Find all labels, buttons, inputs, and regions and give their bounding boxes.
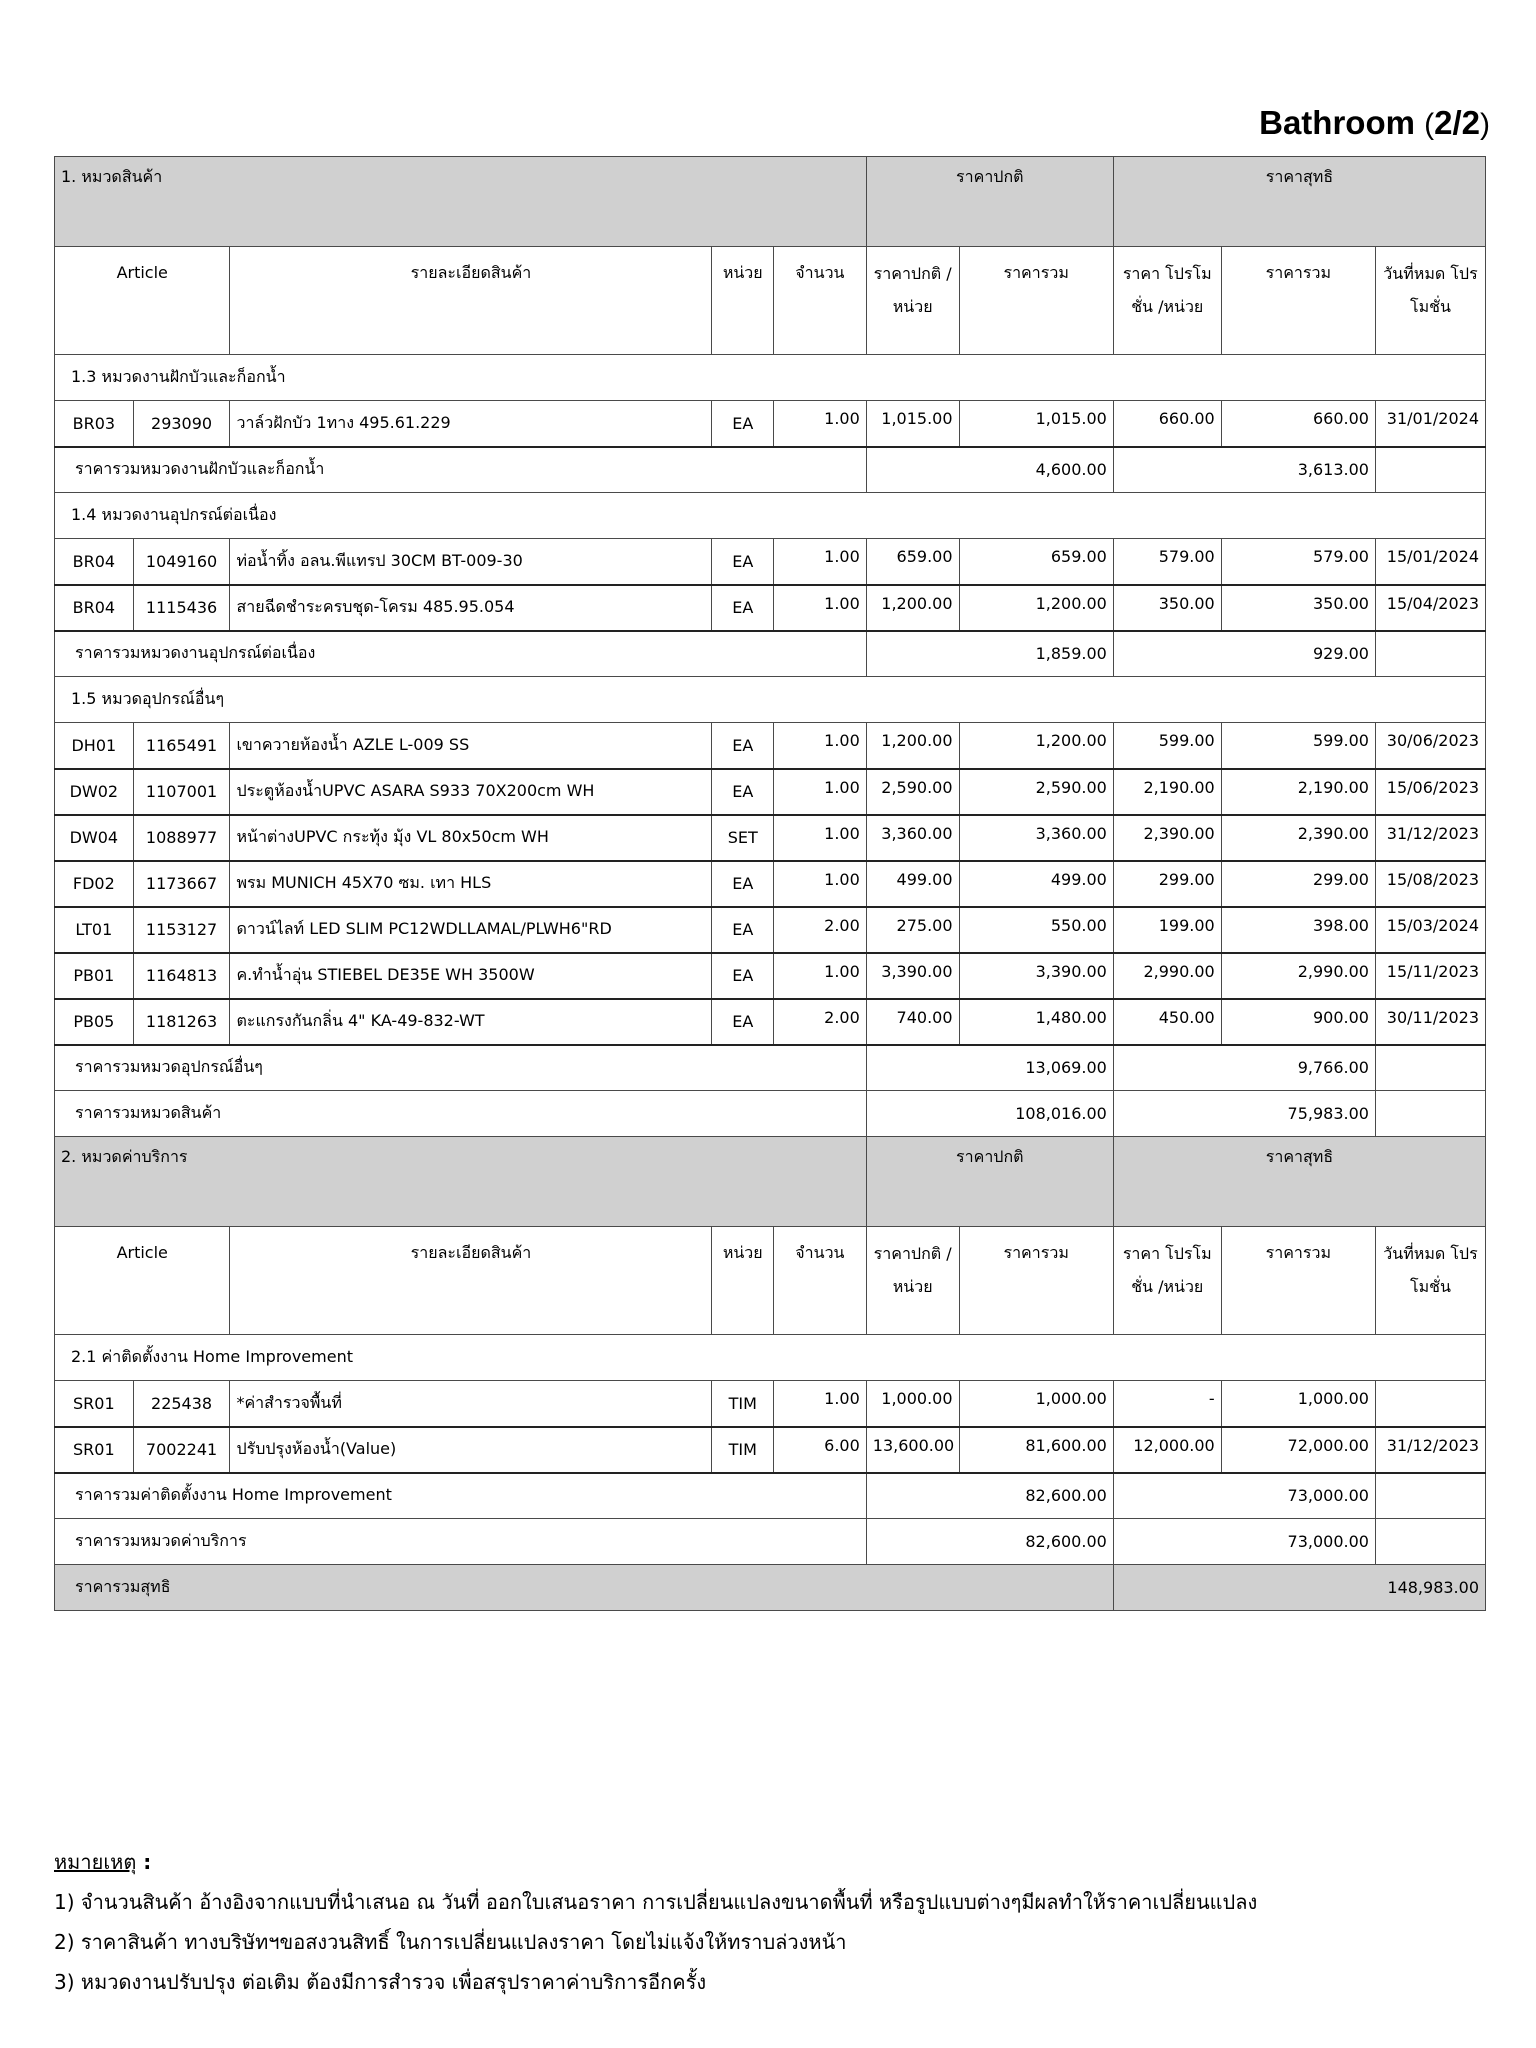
col-promo-end-date: วันที่หมด โปรโมชั่น bbox=[1375, 247, 1485, 355]
cell-regular-total: 81,600.00 bbox=[959, 1427, 1113, 1473]
cell-regular-total: 3,390.00 bbox=[959, 953, 1113, 999]
cell-promo-unit-price: 450.00 bbox=[1113, 999, 1221, 1045]
note-line-1: 1) จำนวนสินค้า อ้างอิงจากแบบที่นำเสนอ ณ วันที่ ออกใบเสนอราคา การเปลี่ยนแปลงขนาดพื้นที่ หรือรูปแบบต่างๆมีผลทำให้ราคาเปลี่ยนแปลง bbox=[54, 1890, 1258, 1914]
cell-net-total: 2,190.00 bbox=[1221, 769, 1375, 815]
subcategory-title: 1.3 หมวดงานฝักบัวและก็อกน้ำ bbox=[55, 355, 1486, 401]
subtotal-net: 9,766.00 bbox=[1113, 1045, 1375, 1091]
note-line-2: 2) ราคาสินค้า ทางบริษัทฯขอสงวนสิทธิ์ ในการเปลี่ยนแปลงราคา โดยไม่แจ้งให้ทราบล่วงหน้า bbox=[54, 1930, 847, 1954]
cell-regular-unit-price: 1,200.00 bbox=[866, 723, 959, 769]
cell-description: *ค่าสำรวจพื้นที่ bbox=[230, 1381, 712, 1427]
quotation-table bbox=[54, 156, 1486, 1611]
cell-article: 1181263 bbox=[133, 999, 230, 1045]
table-row bbox=[55, 907, 1486, 953]
cell-promo-unit-price: 350.00 bbox=[1113, 585, 1221, 631]
col-article: Article bbox=[55, 1227, 230, 1335]
column-header-row bbox=[55, 1227, 1486, 1335]
cell-article: 1165491 bbox=[133, 723, 230, 769]
cell-regular-total: 550.00 bbox=[959, 907, 1113, 953]
cell-article: 1164813 bbox=[133, 953, 230, 999]
cell-unit: EA bbox=[712, 861, 774, 907]
cell-unit: EA bbox=[712, 769, 774, 815]
cell-regular-total: 2,590.00 bbox=[959, 769, 1113, 815]
cell-qty: 1.00 bbox=[774, 539, 867, 585]
table-row bbox=[55, 999, 1486, 1045]
table-row bbox=[55, 723, 1486, 769]
col-article: Article bbox=[55, 247, 230, 355]
cell-qty: 1.00 bbox=[774, 815, 867, 861]
cell-code: LT01 bbox=[55, 907, 134, 953]
cell-promo-unit-price: 299.00 bbox=[1113, 861, 1221, 907]
cell-article: 1153127 bbox=[133, 907, 230, 953]
col-net-total: ราคารวม bbox=[1221, 247, 1375, 355]
cell-qty: 1.00 bbox=[774, 861, 867, 907]
cell-regular-total: 3,360.00 bbox=[959, 815, 1113, 861]
cell-qty: 1.00 bbox=[774, 585, 867, 631]
section-total-net: 75,983.00 bbox=[1113, 1091, 1375, 1137]
cell-net-total: 299.00 bbox=[1221, 861, 1375, 907]
cell-unit: EA bbox=[712, 539, 774, 585]
table-row bbox=[55, 585, 1486, 631]
cell-net-total: 398.00 bbox=[1221, 907, 1375, 953]
regular-price-header: ราคาปกติ bbox=[866, 157, 1113, 247]
cell-unit: EA bbox=[712, 585, 774, 631]
cell-promo-end-date: 15/03/2024 bbox=[1375, 907, 1485, 953]
section-total-blank bbox=[1375, 1519, 1485, 1565]
cell-regular-total: 1,200.00 bbox=[959, 585, 1113, 631]
col-promo-end-date: วันที่หมด โปรโมชั่น bbox=[1375, 1227, 1485, 1335]
subtotal-regular: 4,600.00 bbox=[866, 447, 1113, 493]
subtotal-regular: 82,600.00 bbox=[866, 1473, 1113, 1519]
cell-code: BR03 bbox=[55, 401, 134, 447]
cell-article: 1088977 bbox=[133, 815, 230, 861]
cell-promo-unit-price: 199.00 bbox=[1113, 907, 1221, 953]
subcategory-title: 1.5 หมวดอุปกรณ์อื่นๆ bbox=[55, 677, 1486, 723]
cell-regular-total: 1,480.00 bbox=[959, 999, 1113, 1045]
cell-net-total: 72,000.00 bbox=[1221, 1427, 1375, 1473]
table-row bbox=[55, 401, 1486, 447]
subtotal-row bbox=[55, 1045, 1486, 1091]
subtotal-label: ราคารวมหมวดงานฝักบัวและก็อกน้ำ bbox=[55, 447, 867, 493]
net-price-header: ราคาสุทธิ bbox=[1113, 157, 1485, 247]
subtotal-label: ราคารวมหมวดงานอุปกรณ์ต่อเนื่อง bbox=[55, 631, 867, 677]
cell-promo-unit-price: - bbox=[1113, 1381, 1221, 1427]
cell-unit: EA bbox=[712, 723, 774, 769]
cell-regular-unit-price: 1,015.00 bbox=[866, 401, 959, 447]
cell-code: DH01 bbox=[55, 723, 134, 769]
cell-regular-total: 1,200.00 bbox=[959, 723, 1113, 769]
table-row bbox=[55, 769, 1486, 815]
subtotal-blank bbox=[1375, 447, 1485, 493]
cell-regular-unit-price: 2,590.00 bbox=[866, 769, 959, 815]
col-net-total: ราคารวม bbox=[1221, 1227, 1375, 1335]
section-total-row bbox=[55, 1519, 1486, 1565]
grand-total-row bbox=[55, 1565, 1486, 1611]
table-row bbox=[55, 1381, 1486, 1427]
subtotal-blank bbox=[1375, 1473, 1485, 1519]
subtotal-row bbox=[55, 1473, 1486, 1519]
cell-qty: 2.00 bbox=[774, 907, 867, 953]
cell-regular-unit-price: 275.00 bbox=[866, 907, 959, 953]
subtotal-net: 929.00 bbox=[1113, 631, 1375, 677]
cell-net-total: 350.00 bbox=[1221, 585, 1375, 631]
cell-article: 1173667 bbox=[133, 861, 230, 907]
cell-code: PB01 bbox=[55, 953, 134, 999]
cell-promo-end-date: 30/06/2023 bbox=[1375, 723, 1485, 769]
table-row bbox=[55, 861, 1486, 907]
cell-net-total: 900.00 bbox=[1221, 999, 1375, 1045]
cell-promo-end-date: 31/12/2023 bbox=[1375, 1427, 1485, 1473]
cell-qty: 1.00 bbox=[774, 1381, 867, 1427]
page-title-paren-close: ) bbox=[1480, 108, 1490, 141]
note-line-3: 3) หมวดงานปรับปรุง ต่อเติม ต้องมีการสำรวจ เพื่อสรุปราคาค่าบริการอีกครั้ง bbox=[54, 1970, 707, 1994]
col-unit: หน่วย bbox=[712, 247, 774, 355]
cell-promo-unit-price: 599.00 bbox=[1113, 723, 1221, 769]
cell-unit: EA bbox=[712, 401, 774, 447]
cell-article: 1115436 bbox=[133, 585, 230, 631]
cell-description: หน้าต่างUPVC กระทุ้ง มุ้ง VL 80x50cm WH bbox=[230, 815, 712, 861]
cell-promo-end-date: 15/01/2024 bbox=[1375, 539, 1485, 585]
cell-promo-unit-price: 2,390.00 bbox=[1113, 815, 1221, 861]
cell-promo-unit-price: 660.00 bbox=[1113, 401, 1221, 447]
cell-regular-total: 499.00 bbox=[959, 861, 1113, 907]
page-title-paren-open: ( bbox=[1424, 108, 1435, 141]
cell-net-total: 599.00 bbox=[1221, 723, 1375, 769]
subtotal-row bbox=[55, 447, 1486, 493]
cell-qty: 1.00 bbox=[774, 723, 867, 769]
cell-regular-unit-price: 1,200.00 bbox=[866, 585, 959, 631]
cell-promo-end-date: 31/01/2024 bbox=[1375, 401, 1485, 447]
cell-description: ดาวน์ไลท์ LED SLIM PC12WDLLAMAL/PLWH6"RD bbox=[230, 907, 712, 953]
cell-description: สายฉีดชำระครบชุด-โครม 485.95.054 bbox=[230, 585, 712, 631]
cell-qty: 1.00 bbox=[774, 953, 867, 999]
col-qty: จำนวน bbox=[774, 247, 867, 355]
cell-article: 225438 bbox=[133, 1381, 230, 1427]
cell-net-total: 579.00 bbox=[1221, 539, 1375, 585]
col-regular-unit-price: ราคาปกติ /หน่วย bbox=[866, 1227, 959, 1335]
cell-article: 1049160 bbox=[133, 539, 230, 585]
cell-promo-end-date: 15/08/2023 bbox=[1375, 861, 1485, 907]
cell-code: BR04 bbox=[55, 585, 134, 631]
cell-net-total: 1,000.00 bbox=[1221, 1381, 1375, 1427]
col-unit: หน่วย bbox=[712, 1227, 774, 1335]
col-promo-unit-price: ราคา โปรโมชั่น /หน่วย bbox=[1113, 247, 1221, 355]
section-total-regular: 82,600.00 bbox=[866, 1519, 1113, 1565]
cell-regular-unit-price: 3,390.00 bbox=[866, 953, 959, 999]
notes-heading-line bbox=[54, 1842, 1494, 1882]
cell-regular-unit-price: 740.00 bbox=[866, 999, 959, 1045]
cell-article: 7002241 bbox=[133, 1427, 230, 1473]
page-number: 2/2 bbox=[1434, 104, 1480, 141]
regular-price-header: ราคาปกติ bbox=[866, 1137, 1113, 1227]
cell-article: 1107001 bbox=[133, 769, 230, 815]
section-total-label: ราคารวมหมวดค่าบริการ bbox=[55, 1519, 867, 1565]
quotation-table-body bbox=[55, 157, 1486, 1611]
grand-total-label: ราคารวมสุทธิ bbox=[55, 1565, 1114, 1611]
col-regular-total: ราคารวม bbox=[959, 1227, 1113, 1335]
cell-description: ตะแกรงกันกลิ่น 4" KA-49-832-WT bbox=[230, 999, 712, 1045]
cell-regular-unit-price: 659.00 bbox=[866, 539, 959, 585]
cell-code: SR01 bbox=[55, 1381, 134, 1427]
section-total-blank bbox=[1375, 1091, 1485, 1137]
section-total-net: 73,000.00 bbox=[1113, 1519, 1375, 1565]
subtotal-row bbox=[55, 631, 1486, 677]
subtotal-regular: 1,859.00 bbox=[866, 631, 1113, 677]
cell-code: DW02 bbox=[55, 769, 134, 815]
cell-unit: SET bbox=[712, 815, 774, 861]
cell-description: พรม MUNICH 45X70 ซม. เทา HLS bbox=[230, 861, 712, 907]
cell-promo-end-date: 15/06/2023 bbox=[1375, 769, 1485, 815]
cell-regular-unit-price: 3,360.00 bbox=[866, 815, 959, 861]
cell-qty: 2.00 bbox=[774, 999, 867, 1045]
cell-description: วาล์วฝักบัว 1ทาง 495.61.229 bbox=[230, 401, 712, 447]
subtotal-blank bbox=[1375, 631, 1485, 677]
cell-promo-end-date: 30/11/2023 bbox=[1375, 999, 1485, 1045]
cell-code: PB05 bbox=[55, 999, 134, 1045]
col-regular-unit-price: ราคาปกติ /หน่วย bbox=[866, 247, 959, 355]
cell-description: ค.ทำน้ำอุ่น STIEBEL DE35E WH 3500W bbox=[230, 953, 712, 999]
table-row bbox=[55, 539, 1486, 585]
subcategory-row bbox=[55, 1335, 1486, 1381]
cell-unit: TIM bbox=[712, 1427, 774, 1473]
subcategory-row bbox=[55, 355, 1486, 401]
subcategory-row bbox=[55, 677, 1486, 723]
section-total-row bbox=[55, 1091, 1486, 1137]
column-header-row bbox=[55, 247, 1486, 355]
cell-promo-unit-price: 2,190.00 bbox=[1113, 769, 1221, 815]
cell-code: FD02 bbox=[55, 861, 134, 907]
notes-heading: หมายเหตุ bbox=[54, 1850, 137, 1874]
cell-code: BR04 bbox=[55, 539, 134, 585]
page-title-label: Bathroom bbox=[1259, 104, 1415, 141]
section-header bbox=[55, 157, 1486, 247]
section-total-label: ราคารวมหมวดสินค้า bbox=[55, 1091, 867, 1137]
section-title: 2. หมวดค่าบริการ bbox=[55, 1137, 867, 1227]
cell-unit: EA bbox=[712, 907, 774, 953]
cell-code: DW04 bbox=[55, 815, 134, 861]
cell-description: ประตูห้องน้ำUPVC ASARA S933 70X200cm WH bbox=[230, 769, 712, 815]
subtotal-regular: 13,069.00 bbox=[866, 1045, 1113, 1091]
subtotal-net: 73,000.00 bbox=[1113, 1473, 1375, 1519]
col-promo-unit-price: ราคา โปรโมชั่น /หน่วย bbox=[1113, 1227, 1221, 1335]
cell-qty: 1.00 bbox=[774, 769, 867, 815]
page-title bbox=[1259, 104, 1490, 142]
cell-regular-unit-price: 499.00 bbox=[866, 861, 959, 907]
net-price-header: ราคาสุทธิ bbox=[1113, 1137, 1485, 1227]
cell-qty: 6.00 bbox=[774, 1427, 867, 1473]
col-regular-total: ราคารวม bbox=[959, 247, 1113, 355]
cell-net-total: 2,390.00 bbox=[1221, 815, 1375, 861]
cell-regular-total: 659.00 bbox=[959, 539, 1113, 585]
cell-promo-unit-price: 2,990.00 bbox=[1113, 953, 1221, 999]
cell-regular-total: 1,000.00 bbox=[959, 1381, 1113, 1427]
cell-unit: TIM bbox=[712, 1381, 774, 1427]
cell-net-total: 2,990.00 bbox=[1221, 953, 1375, 999]
cell-promo-end-date bbox=[1375, 1381, 1485, 1427]
cell-unit: EA bbox=[712, 953, 774, 999]
cell-description: เขาควายห้องน้ำ AZLE L-009 SS bbox=[230, 723, 712, 769]
section-title: 1. หมวดสินค้า bbox=[55, 157, 867, 247]
table-row bbox=[55, 815, 1486, 861]
table-row bbox=[55, 953, 1486, 999]
section-total-regular: 108,016.00 bbox=[866, 1091, 1113, 1137]
subtotal-label: ราคารวมค่าติดตั้งงาน Home Improvement bbox=[55, 1473, 867, 1519]
subtotal-net: 3,613.00 bbox=[1113, 447, 1375, 493]
cell-regular-unit-price: 13,600.00 bbox=[866, 1427, 959, 1473]
col-description: รายละเอียดสินค้า bbox=[230, 1227, 712, 1335]
cell-article: 293090 bbox=[133, 401, 230, 447]
cell-description: ปรับปรุงห้องน้ำ(Value) bbox=[230, 1427, 712, 1473]
section-header bbox=[55, 1137, 1486, 1227]
cell-code: SR01 bbox=[55, 1427, 134, 1473]
cell-unit: EA bbox=[712, 999, 774, 1045]
table-row bbox=[55, 1427, 1486, 1473]
cell-net-total: 660.00 bbox=[1221, 401, 1375, 447]
cell-promo-end-date: 31/12/2023 bbox=[1375, 815, 1485, 861]
col-qty: จำนวน bbox=[774, 1227, 867, 1335]
grand-total-value: 148,983.00 bbox=[1113, 1565, 1485, 1611]
subcategory-title: 1.4 หมวดงานอุปกรณ์ต่อเนื่อง bbox=[55, 493, 1486, 539]
cell-promo-end-date: 15/04/2023 bbox=[1375, 585, 1485, 631]
subtotal-blank bbox=[1375, 1045, 1485, 1091]
cell-regular-total: 1,015.00 bbox=[959, 401, 1113, 447]
subcategory-title: 2.1 ค่าติดตั้งงาน Home Improvement bbox=[55, 1335, 1486, 1381]
subcategory-row bbox=[55, 493, 1486, 539]
subtotal-label: ราคารวมหมวดอุปกรณ์อื่นๆ bbox=[55, 1045, 867, 1091]
cell-promo-unit-price: 579.00 bbox=[1113, 539, 1221, 585]
notes-section bbox=[54, 1842, 1494, 2002]
cell-promo-unit-price: 12,000.00 bbox=[1113, 1427, 1221, 1473]
cell-promo-end-date: 15/11/2023 bbox=[1375, 953, 1485, 999]
cell-description: ท่อน้ำทิ้ง อลน.พีแทรป 30CM BT-009-30 bbox=[230, 539, 712, 585]
cell-qty: 1.00 bbox=[774, 401, 867, 447]
cell-regular-unit-price: 1,000.00 bbox=[866, 1381, 959, 1427]
col-description: รายละเอียดสินค้า bbox=[230, 247, 712, 355]
notes-heading-colon: : bbox=[136, 1850, 152, 1874]
